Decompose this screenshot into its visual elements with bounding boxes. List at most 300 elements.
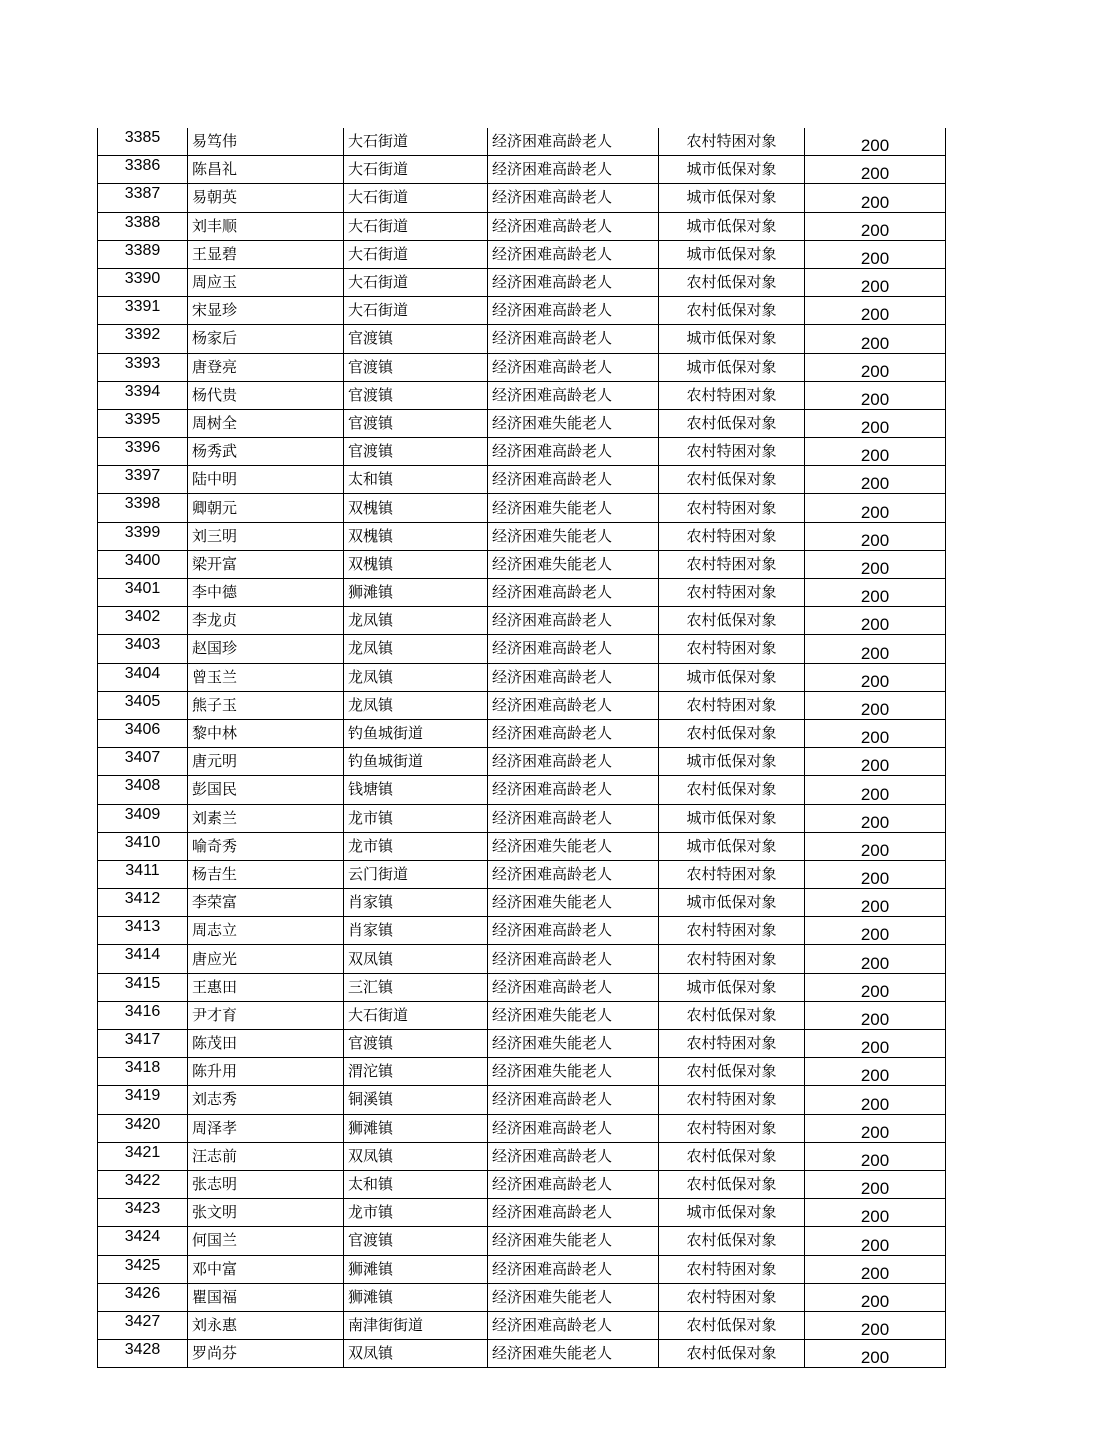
name-cell: 刘志秀 (188, 1086, 344, 1114)
amount-cell: 200 (805, 748, 946, 776)
area-cell: 双槐镇 (344, 550, 488, 578)
amount-cell: 200 (805, 1114, 946, 1142)
area-cell: 双凤镇 (344, 1142, 488, 1170)
amount-cell: 200 (805, 1311, 946, 1339)
row-number-cell: 3393 (98, 353, 188, 381)
row-number-cell: 3404 (98, 663, 188, 691)
area-cell: 官渡镇 (344, 438, 488, 466)
type-cell: 经济困难高龄老人 (488, 860, 659, 888)
row-number-cell: 3410 (98, 832, 188, 860)
name-cell: 赵国珍 (188, 635, 344, 663)
name-cell: 杨家后 (188, 325, 344, 353)
category-cell: 农村特困对象 (659, 550, 805, 578)
type-cell: 经济困难失能老人 (488, 1030, 659, 1058)
category-cell: 农村低保对象 (659, 776, 805, 804)
amount-cell: 200 (805, 719, 946, 747)
area-cell: 狮滩镇 (344, 579, 488, 607)
type-cell: 经济困难高龄老人 (488, 1199, 659, 1227)
area-cell: 官渡镇 (344, 353, 488, 381)
type-cell: 经济困难高龄老人 (488, 156, 659, 184)
category-cell: 农村特困对象 (659, 1283, 805, 1311)
subsidy-table (97, 128, 946, 1368)
table-row (98, 804, 946, 832)
row-number-cell: 3408 (98, 776, 188, 804)
category-cell: 城市低保对象 (659, 832, 805, 860)
amount-cell: 200 (805, 156, 946, 184)
category-cell: 农村低保对象 (659, 297, 805, 325)
row-number-cell: 3428 (98, 1340, 188, 1368)
name-cell: 喻奇秀 (188, 832, 344, 860)
name-cell: 罗尚芬 (188, 1340, 344, 1368)
type-cell: 经济困难高龄老人 (488, 804, 659, 832)
area-cell: 大石街道 (344, 212, 488, 240)
table-row (98, 748, 946, 776)
type-cell: 经济困难失能老人 (488, 1227, 659, 1255)
area-cell: 龙市镇 (344, 804, 488, 832)
amount-cell: 200 (805, 1283, 946, 1311)
type-cell: 经济困难失能老人 (488, 1001, 659, 1029)
area-cell: 官渡镇 (344, 409, 488, 437)
name-cell: 黎中林 (188, 719, 344, 747)
area-cell: 龙凤镇 (344, 607, 488, 635)
name-cell: 易笃伟 (188, 128, 344, 156)
type-cell: 经济困难高龄老人 (488, 691, 659, 719)
row-number-cell: 3407 (98, 748, 188, 776)
table-row (98, 1199, 946, 1227)
row-number-cell: 3399 (98, 522, 188, 550)
name-cell: 尹才育 (188, 1001, 344, 1029)
type-cell: 经济困难高龄老人 (488, 1114, 659, 1142)
area-cell: 大石街道 (344, 297, 488, 325)
type-cell: 经济困难高龄老人 (488, 212, 659, 240)
area-cell: 狮滩镇 (344, 1283, 488, 1311)
table-row (98, 128, 946, 156)
category-cell: 城市低保对象 (659, 325, 805, 353)
table-row (98, 297, 946, 325)
row-number-cell: 3394 (98, 381, 188, 409)
type-cell: 经济困难高龄老人 (488, 353, 659, 381)
amount-cell: 200 (805, 1086, 946, 1114)
type-cell: 经济困难高龄老人 (488, 1311, 659, 1339)
category-cell: 农村特困对象 (659, 1086, 805, 1114)
type-cell: 经济困难高龄老人 (488, 1086, 659, 1114)
type-cell: 经济困难高龄老人 (488, 1255, 659, 1283)
table-row (98, 212, 946, 240)
amount-cell: 200 (805, 804, 946, 832)
amount-cell: 200 (805, 691, 946, 719)
area-cell: 大石街道 (344, 1001, 488, 1029)
table-body (98, 128, 946, 1368)
row-number-cell: 3422 (98, 1170, 188, 1198)
area-cell: 三汇镇 (344, 973, 488, 1001)
row-number-cell: 3420 (98, 1114, 188, 1142)
amount-cell: 200 (805, 889, 946, 917)
type-cell: 经济困难高龄老人 (488, 719, 659, 747)
amount-cell: 200 (805, 1058, 946, 1086)
type-cell: 经济困难高龄老人 (488, 1142, 659, 1170)
name-cell: 王惠田 (188, 973, 344, 1001)
row-number-cell: 3391 (98, 297, 188, 325)
name-cell: 宋显珍 (188, 297, 344, 325)
table-row (98, 1001, 946, 1029)
type-cell: 经济困难失能老人 (488, 494, 659, 522)
table-row (98, 832, 946, 860)
table-row (98, 1058, 946, 1086)
table-row (98, 184, 946, 212)
amount-cell: 200 (805, 1170, 946, 1198)
row-number-cell: 3421 (98, 1142, 188, 1170)
area-cell: 南津街街道 (344, 1311, 488, 1339)
type-cell: 经济困难失能老人 (488, 522, 659, 550)
amount-cell: 200 (805, 325, 946, 353)
row-number-cell: 3406 (98, 719, 188, 747)
table-row (98, 579, 946, 607)
table-row (98, 240, 946, 268)
type-cell: 经济困难失能老人 (488, 409, 659, 437)
table-row (98, 1311, 946, 1339)
category-cell: 农村特困对象 (659, 128, 805, 156)
row-number-cell: 3425 (98, 1255, 188, 1283)
amount-cell: 200 (805, 1340, 946, 1368)
type-cell: 经济困难高龄老人 (488, 268, 659, 296)
amount-cell: 200 (805, 832, 946, 860)
table-row (98, 973, 946, 1001)
category-cell: 城市低保对象 (659, 663, 805, 691)
table-row (98, 409, 946, 437)
type-cell: 经济困难高龄老人 (488, 635, 659, 663)
name-cell: 陈昌礼 (188, 156, 344, 184)
area-cell: 官渡镇 (344, 381, 488, 409)
table-row (98, 1086, 946, 1114)
row-number-cell: 3411 (98, 860, 188, 888)
name-cell: 张志明 (188, 1170, 344, 1198)
area-cell: 龙市镇 (344, 1199, 488, 1227)
category-cell: 农村低保对象 (659, 719, 805, 747)
area-cell: 大石街道 (344, 156, 488, 184)
amount-cell: 200 (805, 240, 946, 268)
name-cell: 彭国民 (188, 776, 344, 804)
category-cell: 城市低保对象 (659, 748, 805, 776)
area-cell: 龙凤镇 (344, 635, 488, 663)
area-cell: 肖家镇 (344, 917, 488, 945)
category-cell: 农村低保对象 (659, 1170, 805, 1198)
amount-cell: 200 (805, 212, 946, 240)
amount-cell: 200 (805, 409, 946, 437)
table-row (98, 466, 946, 494)
table-row (98, 719, 946, 747)
amount-cell: 200 (805, 353, 946, 381)
category-cell: 城市低保对象 (659, 240, 805, 268)
name-cell: 周志立 (188, 917, 344, 945)
amount-cell: 200 (805, 1001, 946, 1029)
row-number-cell: 3396 (98, 438, 188, 466)
category-cell: 农村特困对象 (659, 1114, 805, 1142)
category-cell: 城市低保对象 (659, 804, 805, 832)
row-number-cell: 3402 (98, 607, 188, 635)
category-cell: 城市低保对象 (659, 212, 805, 240)
name-cell: 刘三明 (188, 522, 344, 550)
row-number-cell: 3389 (98, 240, 188, 268)
category-cell: 城市低保对象 (659, 184, 805, 212)
type-cell: 经济困难高龄老人 (488, 973, 659, 1001)
name-cell: 李荣富 (188, 889, 344, 917)
name-cell: 周泽孝 (188, 1114, 344, 1142)
type-cell: 经济困难高龄老人 (488, 748, 659, 776)
name-cell: 唐元明 (188, 748, 344, 776)
name-cell: 陈茂田 (188, 1030, 344, 1058)
row-number-cell: 3412 (98, 889, 188, 917)
area-cell: 双槐镇 (344, 494, 488, 522)
category-cell: 农村低保对象 (659, 1311, 805, 1339)
category-cell: 农村特困对象 (659, 945, 805, 973)
table-row (98, 268, 946, 296)
table-row (98, 494, 946, 522)
amount-cell: 200 (805, 1199, 946, 1227)
name-cell: 何国兰 (188, 1227, 344, 1255)
amount-cell: 200 (805, 1030, 946, 1058)
name-cell: 周应玉 (188, 268, 344, 296)
table-row (98, 889, 946, 917)
table-row (98, 353, 946, 381)
area-cell: 钓鱼城街道 (344, 748, 488, 776)
row-number-cell: 3423 (98, 1199, 188, 1227)
category-cell: 农村低保对象 (659, 466, 805, 494)
table-row (98, 1142, 946, 1170)
area-cell: 双凤镇 (344, 1340, 488, 1368)
category-cell: 农村低保对象 (659, 607, 805, 635)
amount-cell: 200 (805, 1227, 946, 1255)
row-number-cell: 3401 (98, 579, 188, 607)
amount-cell: 200 (805, 1255, 946, 1283)
type-cell: 经济困难高龄老人 (488, 945, 659, 973)
area-cell: 太和镇 (344, 1170, 488, 1198)
type-cell: 经济困难高龄老人 (488, 128, 659, 156)
name-cell: 梁开富 (188, 550, 344, 578)
amount-cell: 200 (805, 550, 946, 578)
row-number-cell: 3392 (98, 325, 188, 353)
area-cell: 钓鱼城街道 (344, 719, 488, 747)
area-cell: 大石街道 (344, 268, 488, 296)
row-number-cell: 3409 (98, 804, 188, 832)
type-cell: 经济困难高龄老人 (488, 240, 659, 268)
area-cell: 官渡镇 (344, 1227, 488, 1255)
category-cell: 农村特困对象 (659, 494, 805, 522)
name-cell: 瞿国福 (188, 1283, 344, 1311)
table-row (98, 945, 946, 973)
row-number-cell: 3419 (98, 1086, 188, 1114)
area-cell: 肖家镇 (344, 889, 488, 917)
area-cell: 龙凤镇 (344, 663, 488, 691)
row-number-cell: 3405 (98, 691, 188, 719)
name-cell: 唐应光 (188, 945, 344, 973)
row-number-cell: 3386 (98, 156, 188, 184)
type-cell: 经济困难高龄老人 (488, 1170, 659, 1198)
amount-cell: 200 (805, 917, 946, 945)
name-cell: 杨秀武 (188, 438, 344, 466)
category-cell: 农村低保对象 (659, 1142, 805, 1170)
row-number-cell: 3387 (98, 184, 188, 212)
row-number-cell: 3416 (98, 1001, 188, 1029)
table-row (98, 156, 946, 184)
category-cell: 城市低保对象 (659, 156, 805, 184)
row-number-cell: 3400 (98, 550, 188, 578)
type-cell: 经济困难失能老人 (488, 1283, 659, 1311)
amount-cell: 200 (805, 607, 946, 635)
category-cell: 农村特困对象 (659, 1255, 805, 1283)
category-cell: 农村低保对象 (659, 1340, 805, 1368)
category-cell: 城市低保对象 (659, 973, 805, 1001)
row-number-cell: 3414 (98, 945, 188, 973)
table-row (98, 691, 946, 719)
name-cell: 刘丰顺 (188, 212, 344, 240)
name-cell: 易朝英 (188, 184, 344, 212)
table-row (98, 1170, 946, 1198)
type-cell: 经济困难失能老人 (488, 832, 659, 860)
row-number-cell: 3427 (98, 1311, 188, 1339)
name-cell: 刘永惠 (188, 1311, 344, 1339)
amount-cell: 200 (805, 381, 946, 409)
amount-cell: 200 (805, 663, 946, 691)
category-cell: 农村低保对象 (659, 268, 805, 296)
table-row (98, 1114, 946, 1142)
amount-cell: 200 (805, 1142, 946, 1170)
name-cell: 李中德 (188, 579, 344, 607)
category-cell: 农村特困对象 (659, 579, 805, 607)
amount-cell: 200 (805, 635, 946, 663)
type-cell: 经济困难高龄老人 (488, 776, 659, 804)
area-cell: 大石街道 (344, 128, 488, 156)
table-row (98, 776, 946, 804)
name-cell: 王显碧 (188, 240, 344, 268)
type-cell: 经济困难高龄老人 (488, 466, 659, 494)
area-cell: 狮滩镇 (344, 1114, 488, 1142)
name-cell: 杨吉生 (188, 860, 344, 888)
area-cell: 铜溪镇 (344, 1086, 488, 1114)
name-cell: 周树全 (188, 409, 344, 437)
row-number-cell: 3418 (98, 1058, 188, 1086)
category-cell: 农村特困对象 (659, 522, 805, 550)
type-cell: 经济困难失能老人 (488, 889, 659, 917)
name-cell: 杨代贵 (188, 381, 344, 409)
amount-cell: 200 (805, 466, 946, 494)
row-number-cell: 3403 (98, 635, 188, 663)
area-cell: 太和镇 (344, 466, 488, 494)
category-cell: 农村特困对象 (659, 438, 805, 466)
category-cell: 农村特困对象 (659, 381, 805, 409)
type-cell: 经济困难高龄老人 (488, 917, 659, 945)
amount-cell: 200 (805, 494, 946, 522)
table-row (98, 635, 946, 663)
table-row (98, 917, 946, 945)
row-number-cell: 3395 (98, 409, 188, 437)
type-cell: 经济困难高龄老人 (488, 663, 659, 691)
area-cell: 钱塘镇 (344, 776, 488, 804)
area-cell: 渭沱镇 (344, 1058, 488, 1086)
type-cell: 经济困难高龄老人 (488, 438, 659, 466)
type-cell: 经济困难失能老人 (488, 1058, 659, 1086)
amount-cell: 200 (805, 860, 946, 888)
name-cell: 卿朝元 (188, 494, 344, 522)
table-row (98, 1255, 946, 1283)
name-cell: 张文明 (188, 1199, 344, 1227)
type-cell: 经济困难高龄老人 (488, 381, 659, 409)
table-row (98, 1283, 946, 1311)
name-cell: 熊子玉 (188, 691, 344, 719)
amount-cell: 200 (805, 522, 946, 550)
area-cell: 狮滩镇 (344, 1255, 488, 1283)
area-cell: 官渡镇 (344, 325, 488, 353)
category-cell: 农村低保对象 (659, 1058, 805, 1086)
name-cell: 陆中明 (188, 466, 344, 494)
name-cell: 汪志前 (188, 1142, 344, 1170)
area-cell: 龙凤镇 (344, 691, 488, 719)
area-cell: 双凤镇 (344, 945, 488, 973)
table-row (98, 607, 946, 635)
table-row (98, 1030, 946, 1058)
category-cell: 农村特困对象 (659, 635, 805, 663)
table-row (98, 381, 946, 409)
table-row (98, 550, 946, 578)
table-row (98, 663, 946, 691)
name-cell: 刘素兰 (188, 804, 344, 832)
row-number-cell: 3388 (98, 212, 188, 240)
name-cell: 曾玉兰 (188, 663, 344, 691)
category-cell: 农村特困对象 (659, 860, 805, 888)
name-cell: 唐登亮 (188, 353, 344, 381)
category-cell: 农村特困对象 (659, 1030, 805, 1058)
amount-cell: 200 (805, 128, 946, 156)
row-number-cell: 3397 (98, 466, 188, 494)
amount-cell: 200 (805, 945, 946, 973)
type-cell: 经济困难高龄老人 (488, 297, 659, 325)
table-row (98, 1340, 946, 1368)
row-number-cell: 3424 (98, 1227, 188, 1255)
category-cell: 城市低保对象 (659, 353, 805, 381)
table-row (98, 522, 946, 550)
amount-cell: 200 (805, 579, 946, 607)
category-cell: 农村低保对象 (659, 1001, 805, 1029)
area-cell: 双槐镇 (344, 522, 488, 550)
area-cell: 大石街道 (344, 240, 488, 268)
row-number-cell: 3426 (98, 1283, 188, 1311)
amount-cell: 200 (805, 297, 946, 325)
row-number-cell: 3413 (98, 917, 188, 945)
area-cell: 云门街道 (344, 860, 488, 888)
row-number-cell: 3417 (98, 1030, 188, 1058)
table-row (98, 325, 946, 353)
type-cell: 经济困难高龄老人 (488, 607, 659, 635)
amount-cell: 200 (805, 973, 946, 1001)
type-cell: 经济困难失能老人 (488, 550, 659, 578)
amount-cell: 200 (805, 438, 946, 466)
area-cell: 龙市镇 (344, 832, 488, 860)
table-row (98, 860, 946, 888)
row-number-cell: 3398 (98, 494, 188, 522)
type-cell: 经济困难失能老人 (488, 1340, 659, 1368)
name-cell: 邓中富 (188, 1255, 344, 1283)
name-cell: 陈升用 (188, 1058, 344, 1086)
category-cell: 城市低保对象 (659, 889, 805, 917)
type-cell: 经济困难高龄老人 (488, 325, 659, 353)
category-cell: 农村特困对象 (659, 917, 805, 945)
category-cell: 农村低保对象 (659, 409, 805, 437)
category-cell: 城市低保对象 (659, 1199, 805, 1227)
row-number-cell: 3390 (98, 268, 188, 296)
area-cell: 官渡镇 (344, 1030, 488, 1058)
type-cell: 经济困难高龄老人 (488, 579, 659, 607)
category-cell: 农村低保对象 (659, 1227, 805, 1255)
type-cell: 经济困难高龄老人 (488, 184, 659, 212)
